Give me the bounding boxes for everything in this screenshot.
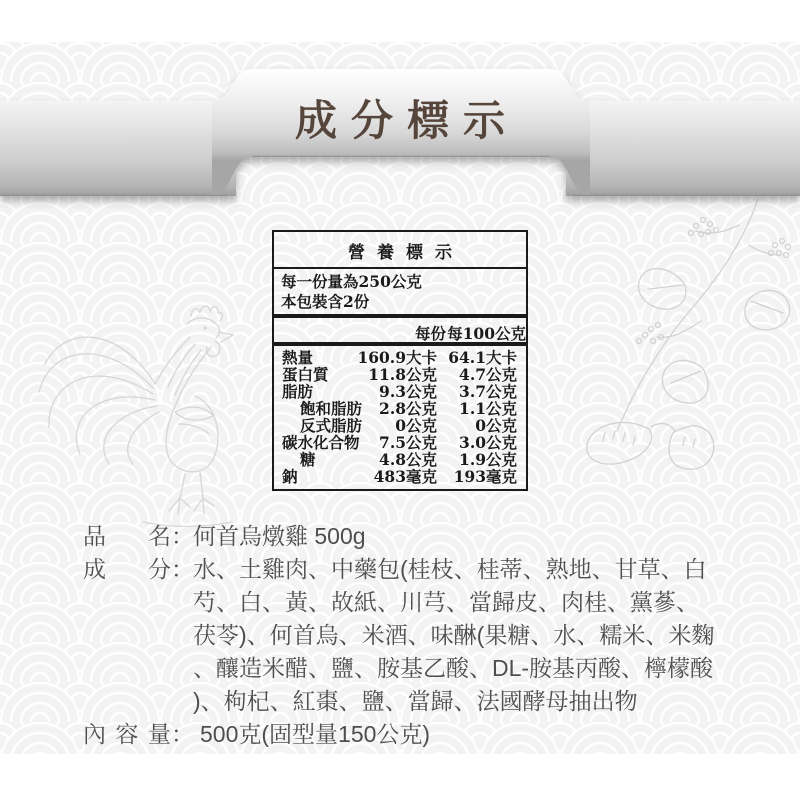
nutrition-row: [282, 349, 517, 366]
nutrition-per-100g: 64.1大卡: [448, 348, 517, 367]
nutrition-label: 鈉: [282, 467, 298, 486]
nutrition-per-serving: 4.8公克: [379, 450, 437, 469]
rooster-icon: [25, 292, 265, 527]
nutrition-per-serving: 9.3公克: [379, 382, 437, 401]
column-header-per-serving: 每份: [414, 324, 446, 343]
nutrition-per-100g: 3.0公克: [459, 433, 517, 452]
nutrition-row: [282, 383, 517, 400]
nutrition-row: [282, 417, 517, 434]
colon: ：: [171, 721, 194, 747]
product-name-value: 何首烏燉雞 500g: [193, 523, 366, 549]
nutrition-table: [272, 230, 528, 491]
column-header-row: [274, 318, 526, 346]
nutrition-table-title: 營養標示: [274, 232, 526, 269]
nutrition-per-100g: 1.9公克: [459, 450, 517, 469]
nutrition-per-100g: 1.1公克: [459, 399, 517, 418]
serving-size-line: 每一份量為250公克: [281, 272, 422, 291]
ingredients-line: 、釀造米醋、鹽、胺基乙酸、DL-胺基丙酸、檸檬酸: [193, 655, 714, 681]
nutrition-per-100g: 4.7公克: [459, 365, 517, 384]
nutrition-per-100g: 3.7公克: [459, 382, 517, 401]
net-content-row: [83, 718, 783, 751]
column-header-per-100g: 每100公克: [447, 324, 526, 343]
nutrition-rows: [274, 346, 526, 489]
nutrition-per-serving: 0公克: [395, 416, 437, 435]
nutrition-per-serving: 483毫克: [373, 467, 437, 486]
ingredients-line: )、枸杞、紅棗、鹽、當歸、法國酵母抽出物: [193, 688, 638, 714]
nutrition-per-100g: 0公克: [475, 416, 517, 435]
label-char: 成: [83, 556, 106, 582]
net-content-label: [83, 718, 171, 751]
label-char: 分: [148, 556, 171, 582]
colon: ：: [171, 523, 194, 549]
nutrition-per-serving: 7.5公克: [379, 433, 437, 452]
nutrition-row: [282, 451, 517, 468]
product-name-label: [83, 520, 171, 553]
ingredients-line: 芍、白、黃、故紙、川芎、當歸皮、肉桂、黨蔘、: [193, 589, 699, 615]
nutrition-label: 熱量: [282, 348, 314, 367]
product-info: [83, 520, 783, 751]
plant-icon: [553, 193, 800, 478]
page-title: 成分標示: [294, 96, 519, 145]
nutrition-label: 糖: [300, 450, 316, 469]
ingredients-lines: [193, 553, 714, 718]
nutrition-label: 飽和脂肪: [300, 399, 363, 418]
label-char: 量: [148, 721, 171, 747]
ingredients-row: [83, 553, 783, 718]
nutrition-per-100g: 193毫克: [453, 467, 517, 486]
net-content-value: 500克(固型量150公克): [200, 721, 431, 747]
nutrition-row: [282, 468, 517, 485]
nutrition-label: 反式脂肪: [300, 416, 363, 435]
ingredients-line: 茯苓)、何首烏、米酒、味醂(果糖、水、糯米、米麴: [193, 622, 715, 648]
nutrition-label: 脂肪: [282, 382, 314, 401]
colon: ：: [171, 556, 194, 582]
nutrition-per-serving: 2.8公克: [379, 399, 437, 418]
product-name-row: [83, 520, 783, 553]
nutrition-per-serving: 11.8公克: [368, 365, 437, 384]
nutrition-row: [282, 366, 517, 383]
nutrition-label: 碳水化合物: [282, 433, 360, 452]
nutrition-row: [282, 400, 517, 417]
nutrition-row: [282, 434, 517, 451]
nutrition-per-serving: 160.9大卡: [357, 348, 437, 367]
label-char: 內: [83, 721, 106, 747]
label-char: 容: [115, 721, 139, 747]
label-char: 名: [148, 523, 171, 549]
ingredients-line: 水、土雞肉、中藥包(桂枝、桂蒂、熟地、甘草、白: [193, 556, 707, 582]
serving-info: [274, 269, 526, 318]
ingredients-label: [83, 553, 171, 586]
nutrition-label: 蛋白質: [282, 365, 329, 384]
servings-count-line: 本包裝含2份: [281, 292, 370, 311]
label-char: 品: [83, 523, 106, 549]
